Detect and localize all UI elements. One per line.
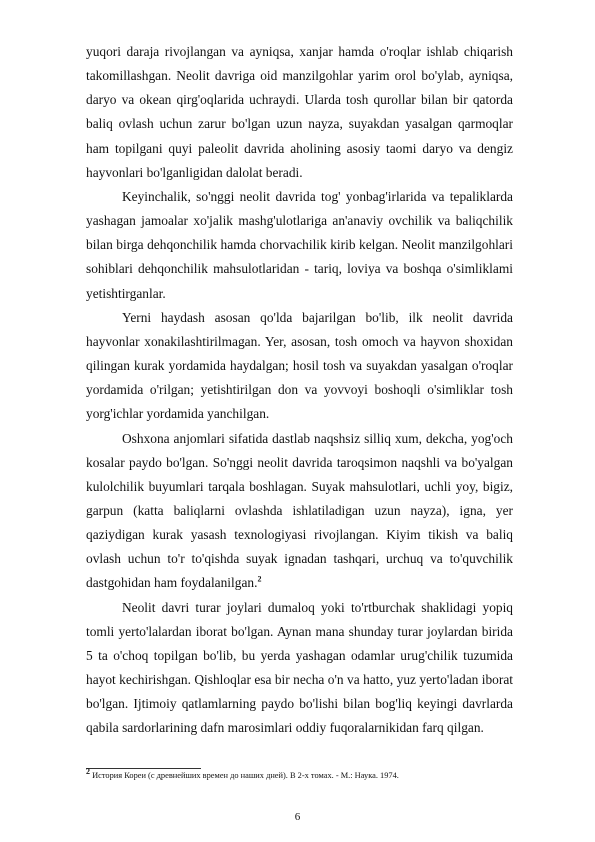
paragraph-1: yuqori daraja rivojlangan va ayniqsa, xanjar hamda o'roqlar ishlab chiqarish takomillashgan. Neolit davriga oid manzilgohlar yarim orol bo'ylab, ayniqsa, daryo va okean qirg'oqlarida uchraydi. Ularda tosh qurollar bilan bir qatorda baliq ovlash uchun zarur bo'lgan uzun nayza, suyakdan yasalgan qarmoqlar ham topilgani quyi paleolit davrida aholining asosiy taomi daryo va dengiz hayvonlari bo'lganligidan dalolat beradi. xyxy=(86,44,513,180)
page-number: 6 xyxy=(294,811,301,823)
paragraph-4-text: Oshxona anjomlari sifatida dastlab naqshsiz silliq xum, dekcha, yog'och kosalar paydo bo'lgan. So'nggi neolit davrida taroqsimon naqshli va bo'yalgan kulolchilik buyumlari tarqala boshlagan. Suyak mahsulotlari, uchli yoy, bigiz, garpun (katta baliqlarni ovlashda ishlatiladigan uzun nayza), igna, yer qaziydigan kurak yasash texnologiyasi rivojlangan. Kiyim tikish va baliq ovlash uchun to'r to'qishda suyak ignadan tashqari, urchuq va to'quvchilik dastgohidan ham foydalanilgan. xyxy=(86,430,513,591)
footnote-text: История Кореи (с древнейших времен до наших дней). В 2-х томах. - М.: Наука. 1974. xyxy=(92,771,399,780)
body-text xyxy=(86,40,513,741)
footnote-number: 2 xyxy=(86,767,90,777)
paragraph-5: Neolit davri turar joylari dumaloq yoki to'rtburchak shaklidagi yopiq tomli yerto'lalardan iborat bo'lgan. Aynan mana shunday turar joylardan birida 5 ta o'choq topilgan bo'lib, bu yerda yashagan odamlar urug'chilik tuzumida hayot kechirishgan. Qishloqlar esa bir necha o'n va hatto, yuz yerto'ladan iborat bo'lgan. Ijtimoiy qatlamlarning paydo bo'lishi bilan bog'liq keyingi davrlarda qabila sardorlarining dafn marosimlari oddiy fuqoralarnikidan farq qilgan. xyxy=(86,599,513,736)
paragraph-3: Yerni haydash asosan qo'lda bajarilgan bo'lib, ilk neolit davrida hayvonlar xonakilashtirilmagan. Yer, asosan, tosh omoch va hayvon shoxidan qilingan kurak yordamida haydalgan; hosil tosh va suyakdan yasalgan o'roqlar yordamida o'rilgan; yetishtirilgan don va yovvoyi boshoqli o'simliklar tosh yorg'ichlar yordamida yanchilgan. xyxy=(86,309,513,422)
footnote xyxy=(86,767,526,781)
footnote-separator xyxy=(86,768,201,769)
paragraph-2: Keyinchalik, so'nggi neolit davrida tog' yonbag'irlarida va tepaliklarda yashagan jamoalar xo'jalik mashg'ulotlariga an'anaviy ovchilik va baliqchilik bilan birga dehqonchilik hamda chorvachilik kirib kelgan. Neolit manzilgohlari sohiblari dehqonchilik mahsulotlaridan - tariq, loviya va boshqa o'simliklami yetishtirganlar. xyxy=(86,188,513,301)
paragraph-4 xyxy=(86,427,513,596)
footnote-reference[interactable]: 2 xyxy=(257,574,262,584)
